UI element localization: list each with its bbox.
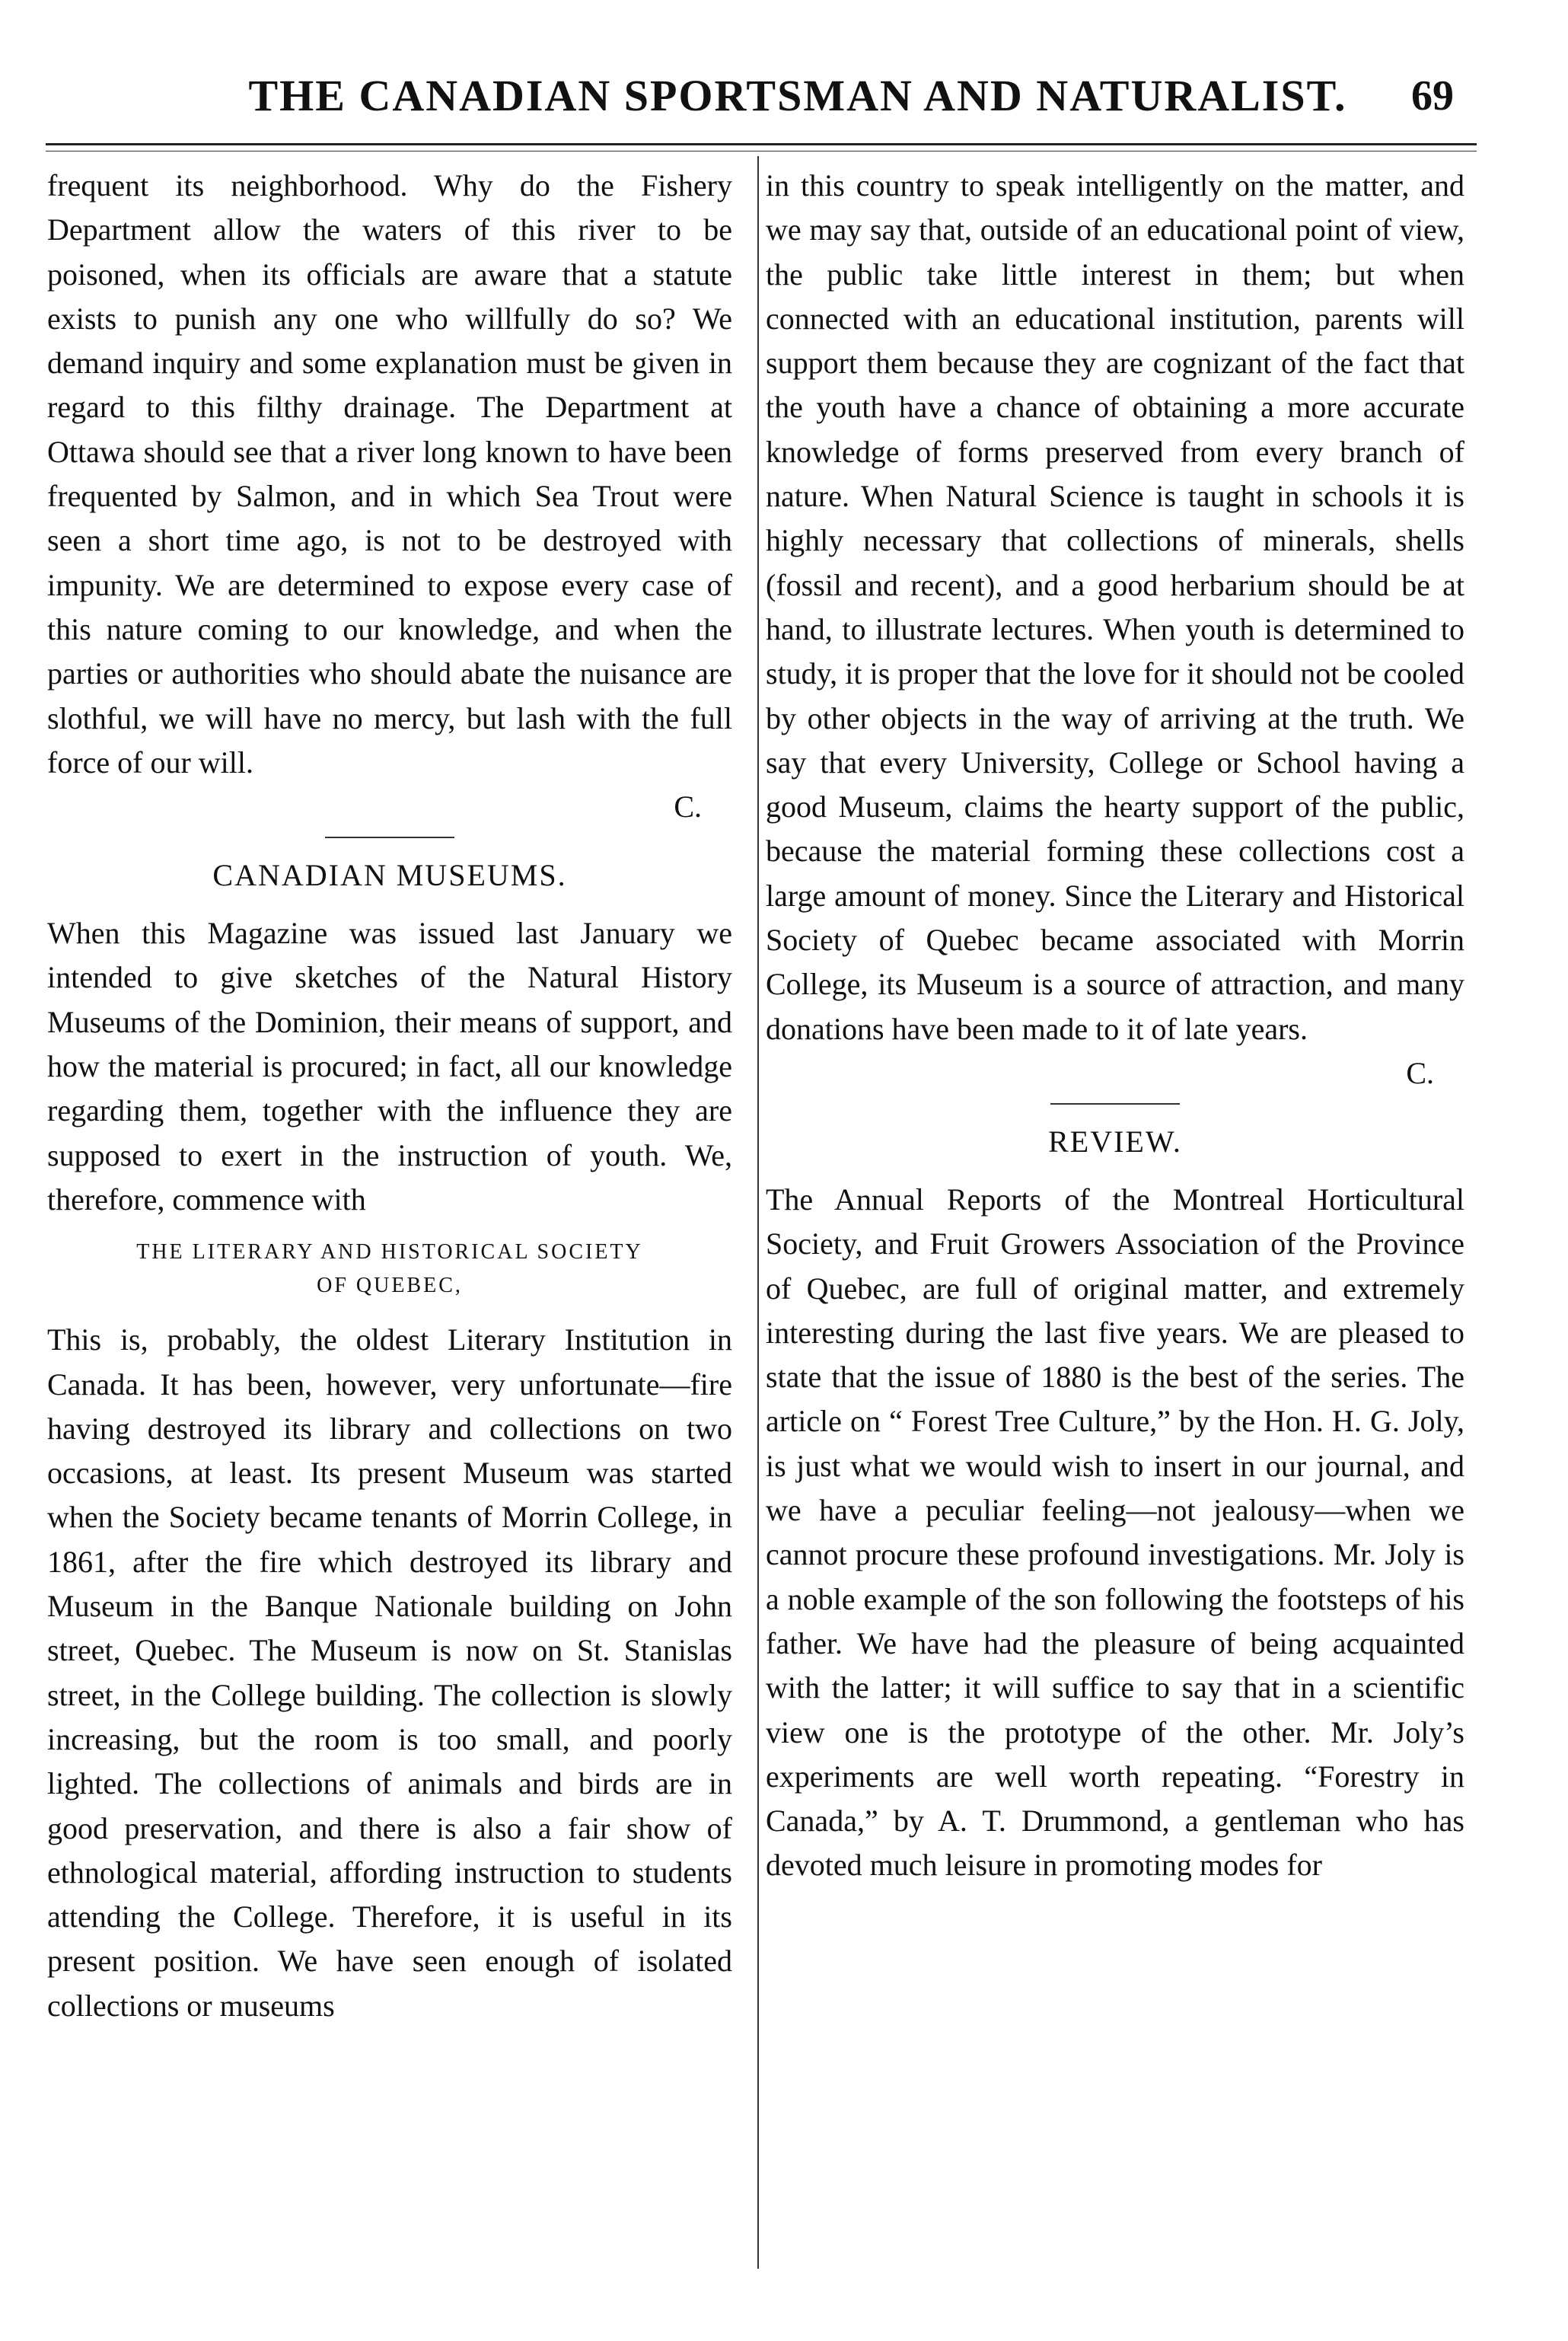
society-heading-location: OF QUEBEC, [317, 1274, 463, 1298]
fishery-signature: C. [674, 789, 702, 824]
society-paragraph: This is, probably, the oldest Literary Institution in Canada. It has been, however, very unfortunate—fire having destroyed its library and collections on two occasions, at least. Its present Museum was started when the Society became tenants of Morrin College, in 1861, after the fire which destroyed its library and Museum in the Banque Nationale building on John street, Quebec. The Museum is now on St. Stanislas street, in the College building. The collection is slowly increasing, but the room is too small, and poorly lighted. The collections of animals and birds are in good preservation, and there is also a fair show of ethnological material, affording instruction to students attending the College. Therefore, it is useful in its present position. We have seen enough of isolated collections or museums [47, 1322, 732, 2023]
header-rule [46, 143, 1477, 145]
museums-paragraph: When this Magazine was issued last January we intended to give sketches of the Natural History Museums of the Dominion, their means of support, and how the material is procured; in fact, all our knowledge regarding them, together with the influence they are supposed to exert in the instruction of youth. We, therefore, commence with [47, 916, 732, 1217]
page-number: 69 [1411, 72, 1454, 120]
museums-continued-paragraph: in this country to speak intelligently on the matter, and we may say that, outside of an educational point of view, the public take little interest in them; but when connected with an educational institution, parents will support them because they are cognizant of the fact that the youth have a chance of obtaining a more accurate knowledge of forms preserved from every branch of nature. When Natural Science is taught in schools it is highly necessary that collections of minerals, shells (fossil and recent), and a good herbarium should be at hand, to illustrate lectures. When youth is determined to study, it is proper that the love for it should not be cooled by other objects in the way of arriving at the truth. We say that every University, College or School having a good Museum, claims the hearty support of the public, because the material forming these collections cost a large amount of money. Since the Literary and Historical Society of Quebec became associated with Morrin College, its Museum is a source of attraction, and many donations have been made to it of late years. [766, 168, 1464, 1046]
section-divider [325, 837, 454, 838]
journal-title: THE CANADIAN SPORTSMAN AND NATURALIST. [248, 71, 1347, 120]
running-header [46, 70, 1477, 131]
review-paragraph: The Annual Reports of the Montreal Horticultural Society, and Fruit Growers Association of the Province of Quebec, are full of original matter, and extremely interesting during the last five years. We are pleased to state that the issue of 1880 is the best of the series. The article on “ Forest Tree Culture,” by the Hon. H. G. Joly, is just what we would wish to insert in our journal, and we have a peculiar feeling—not jealousy—when we cannot procure these profound investigations. Mr. Joly is a noble example of the son following the footsteps of his father. We have had the pleasure of being acquainted with the latter; it will suffice to say that in a scientific view one is the prototype of the other. Mr. Joly’s experiments are well worth repeating. “Forestry in Canada,” by A. T. Drummond, a gentleman who has devoted much leisure in promoting modes for [766, 1182, 1464, 1883]
review-heading: REVIEW. [1048, 1124, 1182, 1159]
left-column [47, 164, 732, 2028]
right-column [766, 164, 1464, 1888]
museums-signature: C. [1406, 1055, 1434, 1090]
society-heading: THE LITERARY AND HISTORICAL SOCIETY [136, 1240, 643, 1265]
fishery-paragraph: frequent its neighborhood. Why do the Fishery Department allow the waters of this river to be poisoned, when its officials are aware that a statute exists to punish any one who willfully do so? We demand inquiry and some explanation must be given in regard to this filthy drainage. The Department at Ottawa should see that a river long known to have been frequented by Salmon, and in which Sea Trout were seen a short time ago, is not to be destroyed with impunity. We are determined to expose every case of this nature coming to our knowledge, and when the parties or authorities who should abate the nuisance are slothful, we will have no mercy, but lash with the full force of our will. [47, 168, 732, 780]
museums-heading: CANADIAN MUSEUMS. [212, 858, 567, 893]
section-divider-right [1050, 1103, 1180, 1105]
column-divider [757, 156, 759, 2269]
